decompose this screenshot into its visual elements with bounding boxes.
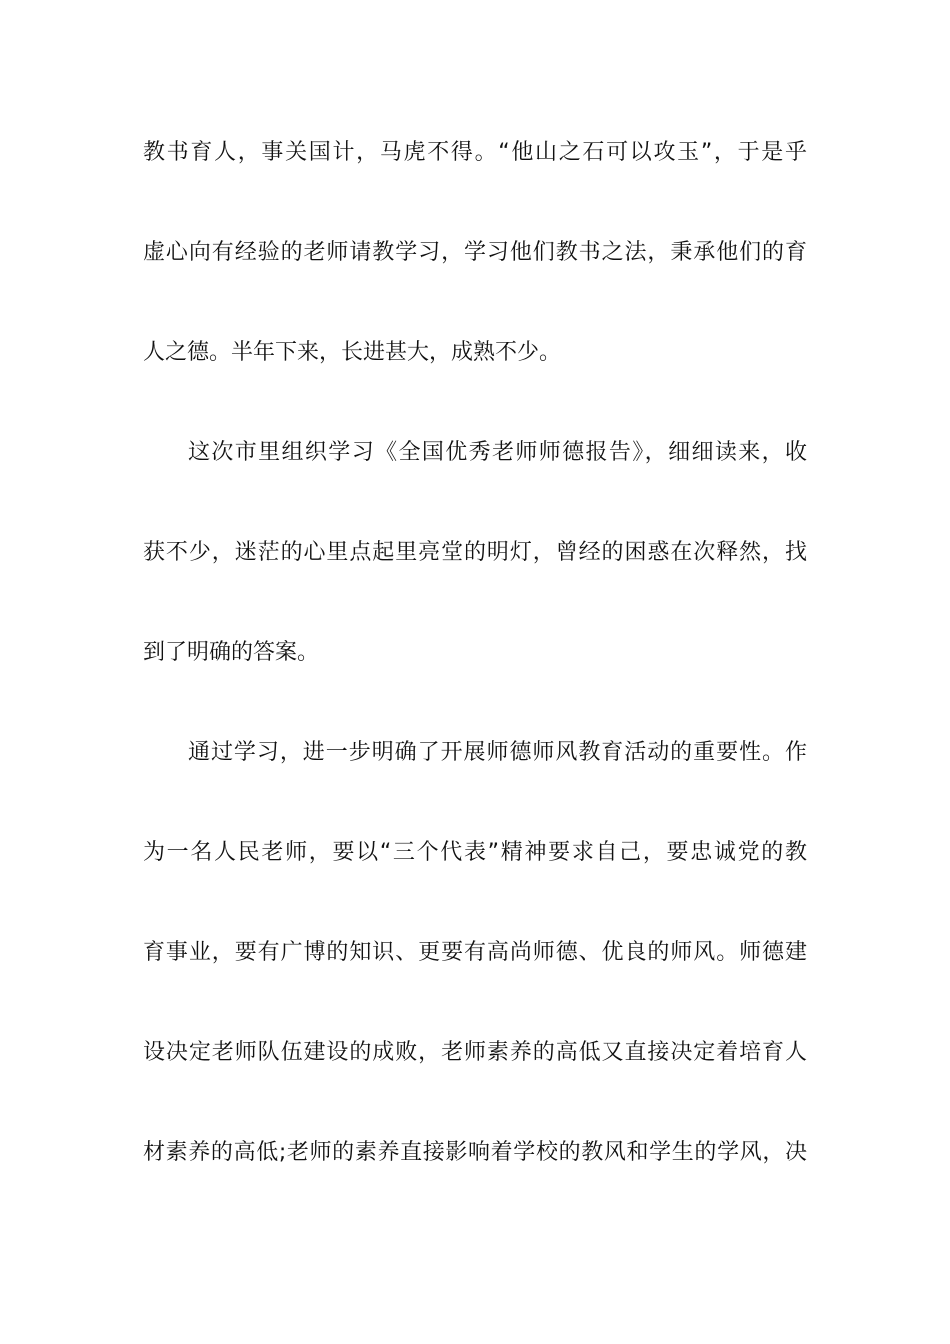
text-line: 育事业，要有广博的知识、更要有高尚师德、优良的师风。师德建	[143, 940, 807, 965]
text-line: 虚心向有经验的老师请教学习，学习他们教书之法，秉承他们的育	[143, 240, 807, 265]
text-line: 到了明确的答案。	[143, 640, 320, 665]
text-line: 教书育人，事关国计，马虎不得。“他山之石可以攻玉”，于是乎	[143, 140, 807, 165]
text-line: 材素养的高低;老师的素养直接影响着学校的教风和学生的学风，决	[143, 1140, 807, 1165]
text-line: 获不少，迷茫的心里点起里亮堂的明灯，曾经的困惑在次释然，找	[143, 540, 807, 565]
document-body	[143, 126, 807, 1226]
text-line: 为一名人民老师，要以“三个代表”精神要求自己，要忠诚党的教	[143, 840, 807, 865]
text-line: 人之德。半年下来，长进甚大，成熟不少。	[143, 340, 562, 365]
text-line: 设决定老师队伍建设的成败，老师素养的高低又直接决定着培育人	[143, 1040, 807, 1065]
text-line: 这次市里组织学习《全国优秀老师师德报告》，细细读来，收	[188, 440, 807, 465]
text-line: 通过学习，进一步明确了开展师德师风教育活动的重要性。作	[188, 740, 807, 765]
